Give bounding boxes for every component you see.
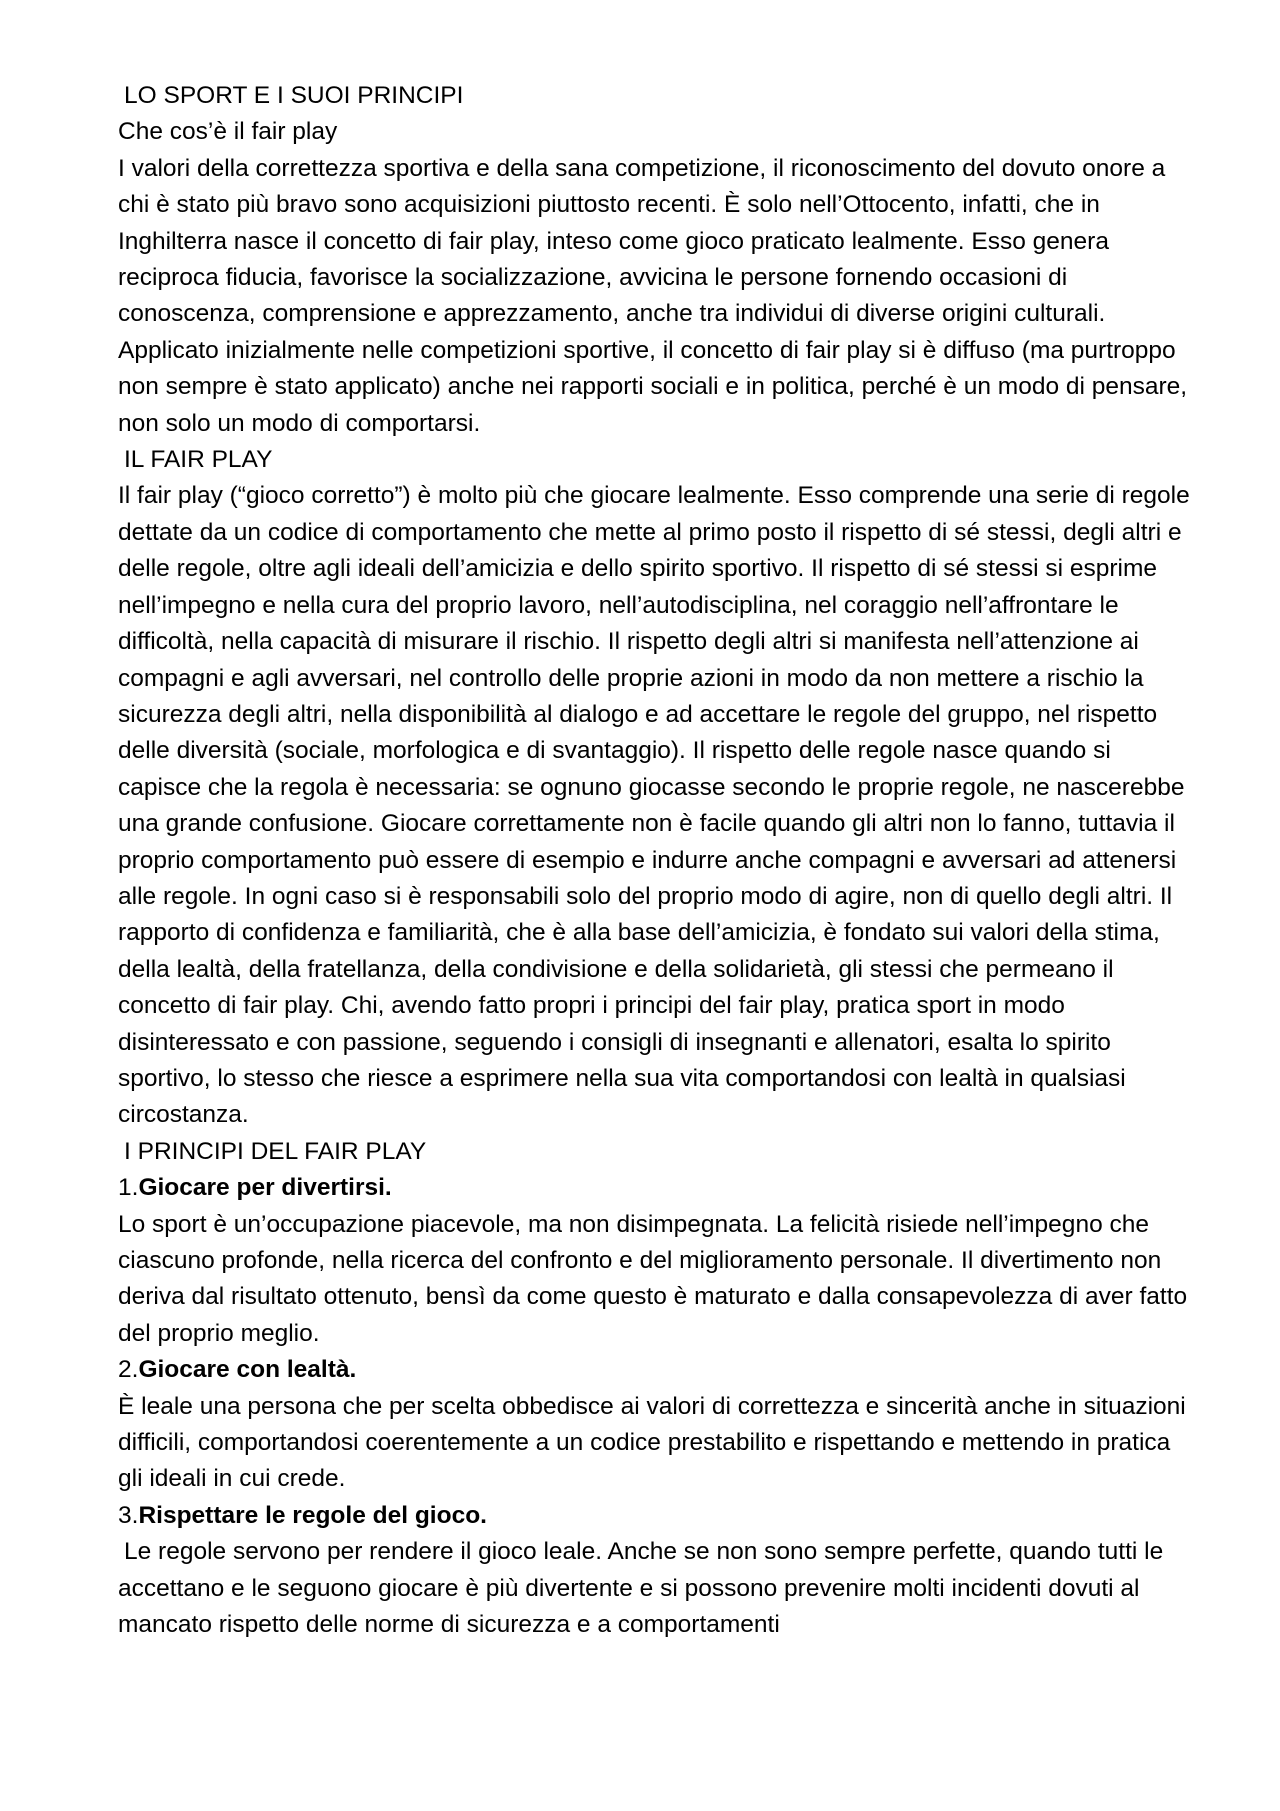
document-title: LO SPORT E I SUOI PRINCIPI: [124, 82, 464, 109]
principle-2-title-text: Giocare con lealtà.: [138, 1356, 357, 1384]
section-heading-fair-play: IL FAIR PLAY: [124, 446, 273, 474]
principle-3-title-text: Rispettare le regole del gioco.: [138, 1501, 487, 1529]
intro-paragraph: I valori della correttezza sportiva e della sana competizione, il riconoscimento del dovuto onore a chi è stato più bravo sono acquisizioni piuttosto recenti. È solo nell’Ottocento, infatti, che in Inghilterra nasce il concetto di fair play, inteso come gioco praticato lealmente. Esso genera reciproca fiducia, favorisce la socializzazione, avvicina le persone fornendo occasioni di conoscenza, comprensione e apprezzamento, anche tra individui di diverse origini culturali. Applicato inizialmente nelle competizioni sportive, il concetto di fair play si è diffuso (ma purtroppo non sempre è stato applicato) anche nei rapporti sociali e in politica, perché è un modo di pensare, non solo un modo di comportarsi.: [118, 154, 1188, 437]
principle-2-number: 2.: [118, 1356, 139, 1384]
principle-1-title: [118, 1170, 1200, 1206]
document-subtitle: Che cos’è il fair play: [118, 118, 338, 146]
principle-1-number: 1.: [118, 1174, 139, 1202]
principle-2-text: È leale una persona che per scelta obbedisce ai valori di correttezza e sincerità anche in situazioni difficili, comportandosi coerentemente a un codice prestabilito e rispettando e mettendo in pratica gli ideali in cui crede.: [118, 1392, 1186, 1493]
fair-play-paragraph: Il fair play (“gioco corretto”) è molto più che giocare lealmente. Esso comprende una serie di regole dettate da un codice di comportamento che mette al primo posto il rispetto di sé stessi, degli altri e delle regole, oltre agli ideali dell’amicizia e dello spirito sportivo. Il rispetto di sé stessi si esprime nell’impegno e nella cura del proprio lavoro, nell’autodisciplina, nel coraggio nell’affrontare le difficoltà, nella capacità di misurare il rischio. Il rispetto degli altri si manifesta nell’attenzione ai compagni e agli avversari, nel controllo delle proprie azioni in modo da non mettere a rischio la sicurezza degli altri, nella disponibilità al dialogo e ad accettare le regole del gruppo, nel rispetto delle diversità (sociale, morfologica e di svantaggio). Il rispetto delle regole nasce quando si capisce che la regola è necessaria: se ognuno giocasse secondo le proprie regole, ne nascerebbe una grande confusione. Giocare correttamente non è facile quando gli altri non lo fanno, tuttavia il proprio comportamento può essere di esempio e indurre anche compagni e avversari ad attenersi alle regole. In ogni caso si è responsabili solo del proprio modo di agire, non di quello degli altri. Il rapporto di confidenza e familiarità, che è alla base dell’amicizia, è fondato sui valori della stima, della lealtà, della fratellanza, della condivisione e della solidarietà, gli stessi che permeano il concetto di fair play. Chi, avendo fatto propri i principi del fair play, pratica sport in modo disinteressato e con passione, seguendo i consigli di insegnanti e allenatori, esalta lo spirito sportivo, lo stesso che riesce a esprimere nella sua vita comportandosi con lealtà in qualsiasi circostanza.: [118, 482, 1190, 1129]
principle-1-text: Lo sport è un’occupazione piacevole, ma non disimpegnata. La felicità risiede nell’impegno che ciascuno profonde, nella ricerca del confronto e del miglioramento personale. Il divertimento non deriva dal risultato ottenuto, bensì da come questo è maturato e dalla consapevolezza di aver fatto del proprio meglio.: [118, 1210, 1188, 1347]
principle-3-number: 3.: [118, 1501, 139, 1529]
section-heading-principles: I PRINCIPI DEL FAIR PLAY: [124, 1137, 427, 1165]
principle-3-title: [118, 1498, 1200, 1534]
principle-2-title: [118, 1352, 1200, 1388]
principle-1-title-text: Giocare per divertirsi.: [138, 1174, 392, 1202]
principle-3-text: Le regole servono per rendere il gioco leale. Anche se non sono sempre perfette, quando tutti le accettano e le seguono giocare è più divertente e si possono prevenire molti incidenti dovuti al mancato rispetto delle norme di sicurezza e a comportamenti: [118, 1538, 1164, 1639]
